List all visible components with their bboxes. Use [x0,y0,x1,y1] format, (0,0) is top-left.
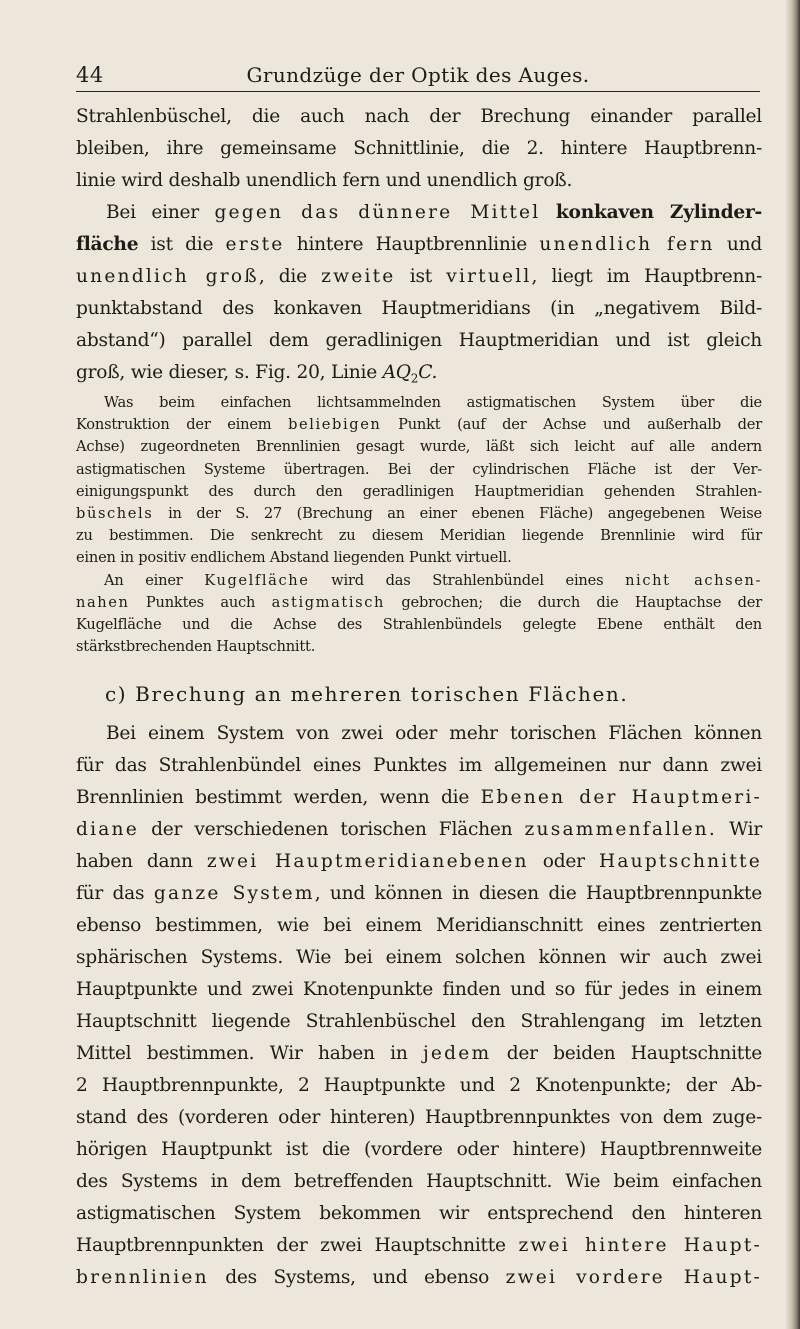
text-line: brennlinien des Systems, und ebenso zwei vordere Haupt- [76,1267,762,1289]
text-line: astigmatischen System bekommen wir entsprechend den hinteren [76,1203,762,1225]
text-line: linie wird deshalb unendlich fern und unendlich groß. [76,170,573,191]
text-line: des Systems in dem betreffenden Hauptschnitt. Wie beim einfachen [76,1171,762,1193]
running-title: Grundzüge der Optik des Auges. [246,63,590,87]
small-print-paragraph-1 [76,392,762,570]
text-line: Achse) zugeordneten Brennlinien gesagt wurde, läßt sich leicht auf alle andern [76,438,762,456]
page-body [76,101,762,1294]
text-line: Bei einem System von zwei oder mehr torischen Flächen können [106,723,762,745]
text-line: abstand“) parallel dem geradlinigen Hauptmeridian und ist gleich [76,330,762,351]
text-line: fläche ist die erste hintere Hauptbrennlinie unendlich fern und [76,234,763,255]
text-line: sphärischen Systems. Wie bei einem solchen können wir auch zwei [76,947,762,969]
text-line: unendlich groß, die zweite ist virtuell, liegt im Hauptbrenn- [76,266,763,287]
text-line: Was beim einfachen lichtsammelnden astigmatischen System über die [104,394,762,411]
header-rule [76,91,760,92]
text-line: stand des (vorderen oder hinteren) Hauptbrennpunktes von dem zuge- [76,1107,762,1129]
text-line: einigungspunkt des durch den geradlinigen Hauptmeridian gehenden Strahlen- [76,482,762,500]
text-line: 2 Hauptbrennpunkte, 2 Hauptpunkte und 2 Knotenpunkte; der Ab- [76,1075,762,1097]
text-line: Mittel bestimmen. Wir haben in jedem der beiden Hauptschnitte [76,1043,763,1065]
text-line: haben dann zwei Hauptmeridianebenen oder Hauptschnitte [76,851,763,873]
text-line: Kugelfläche und die Achse des Strahlenbündels gelegte Ebene enthält den [76,615,762,633]
page-edge-shadow [786,0,800,1329]
text-line: punktabstand des konkaven Hauptmeridians (in „negativem Bild- [76,298,762,319]
text-line: Bei einer gegen das dünnere Mittel konkaven Zylinder- [106,202,762,223]
paragraph-2 [76,197,762,389]
text-line: astigmatischen Systeme übertragen. Bei der cylindrischen Fläche ist der Ver- [76,460,762,478]
text-line: nahen Punktes auch astigmatisch gebrochen; die durch die Hauptachse der [76,593,762,611]
paragraph-3 [76,718,762,1294]
text-line: für das Strahlenbündel eines Punktes im allgemeinen nur dann zwei [76,755,762,777]
text-line: Hauptschnitt liegende Strahlenbüschel den Strahlengang im letzten [76,1011,762,1033]
text-line: büschels in der S. 27 (Brechung an einer ebenen Fläche) angegebenen Weise [76,504,762,522]
text-line: groß, wie dieser, s. Fig. 20, Linie $AQ_2C$. [76,362,438,386]
text-line: Strahlenbüschel, die auch nach der Brechung einander parallel [76,106,762,127]
section-heading: c) Brechung an mehreren torischen Flächen. [105,682,629,707]
text-line: zu bestimmen. Die senkrecht zu diesem Meridian liegende Brennlinie wird für [76,527,762,545]
text-line: für das ganze System, und können in diesen die Hauptbrennpunkte [76,883,762,905]
page-number: 44 [76,63,104,87]
text-line: An einer Kugelfläche wird das Strahlenbündel eines nicht achsen- [104,571,762,589]
text-line: einen in positiv endlichem Abstand liegenden Punkt virtuell. [76,549,512,567]
paragraph-1 [76,101,762,197]
page-header [76,63,760,93]
text-line: bleiben, ihre gemeinsame Schnittlinie, die 2. hintere Hauptbrenn- [76,138,762,159]
text-line: Hauptbrennpunkten der zwei Hauptschnitte zwei hintere Haupt- [76,1235,763,1257]
text-line: Konstruktion der einem beliebigen Punkt (auf der Achse und außerhalb der [76,416,762,434]
text-line: Brennlinien bestimmt werden, wenn die Ebenen der Hauptmeri- [76,787,762,809]
small-print-paragraph-2 [76,570,762,659]
text-line: hörigen Hauptpunkt ist die (vordere oder hintere) Hauptbrennweite [76,1139,762,1161]
text-line: stärkstbrechenden Hauptschnitt. [76,638,316,656]
text-line: ebenso bestimmen, wie bei einem Meridianschnitt eines zentrierten [76,915,762,937]
text-line: diane der verschiedenen torischen Flächen zusammenfallen. Wir [76,819,763,841]
text-line: Hauptpunkte und zwei Knotenpunkte finden und so für jedes in einem [76,979,762,1001]
